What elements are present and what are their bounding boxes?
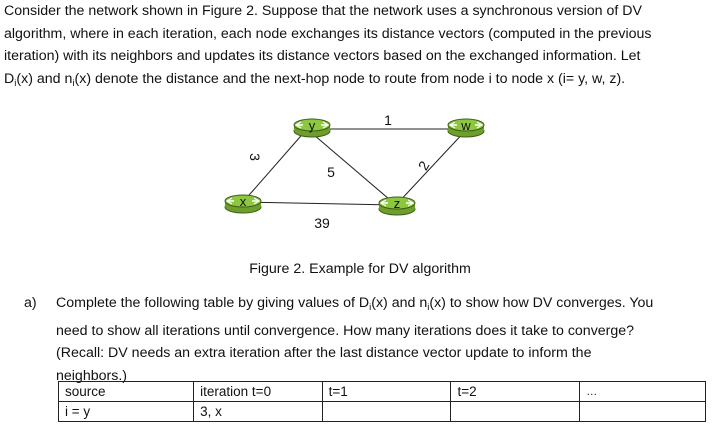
question-a: [24, 292, 694, 387]
cell-source: i = y: [59, 402, 194, 422]
header-iteration-0: iteration t=0: [194, 382, 322, 402]
node-label-y: y: [308, 118, 316, 133]
dv-table: [58, 381, 706, 422]
question-line-3: (Recall: DV needs an extra iteration after the last distance vector update to inform the: [56, 345, 592, 361]
q-line1-c: (x) to show how DV converges. You: [429, 295, 654, 311]
q-sub-i: i: [369, 302, 372, 313]
edge-x-z: [243, 202, 396, 205]
header-source: source: [59, 382, 194, 402]
intro-line-1: Consider the network shown in Figure 2. Suppose that the network uses a synchronous version of DV: [4, 3, 642, 19]
header-ellipsis: …: [580, 382, 706, 402]
intro-line-3: iteration) with its neighbors and updates its distance vectors based on the exchanged information. Let: [4, 48, 641, 64]
cell-t2: [451, 402, 580, 422]
node-label-w: w: [461, 118, 471, 133]
edge-label-xz: 39: [314, 215, 330, 231]
intro-sub-i-2: i: [72, 77, 75, 89]
table-row: [59, 402, 706, 422]
intro-sub-i: i: [14, 77, 17, 89]
intro-rest: (x) denote the distance and the next-hop node to route from node i to node x (i= y, w, z).: [74, 70, 626, 87]
question-marker: a): [24, 295, 37, 311]
edge-label-yw: 1: [384, 112, 392, 128]
q-line1-b: (x) and n: [371, 295, 428, 311]
edge-label-zw: 2: [414, 158, 433, 173]
edge-label-yz: 5: [327, 164, 335, 180]
header-t1: t=1: [322, 382, 451, 402]
q-line1-a: Complete the following table by giving values of D: [56, 295, 370, 311]
node-label-x: x: [239, 194, 247, 209]
node-label-z: z: [393, 196, 401, 211]
cell-t0: 3, x: [194, 402, 322, 422]
table-header-row: [59, 382, 706, 402]
question-line-4: neighbors.): [56, 367, 127, 384]
intro-d: D: [4, 70, 15, 87]
header-t2: t=2: [451, 382, 580, 402]
cell-more: [580, 402, 706, 422]
q-sub-i-2: i: [427, 302, 430, 313]
intro-and-n: (x) and n: [16, 70, 73, 87]
figure-caption: Figure 2. Example for DV algorithm: [249, 261, 471, 277]
question-line-2: need to show all iterations until convergence. How many iterations does it take to converge?: [56, 322, 635, 339]
edge-label-xy: 3: [247, 153, 263, 161]
edge-y-z: [307, 129, 396, 205]
edge-x-y: [243, 129, 307, 202]
cell-t1: [322, 402, 451, 422]
intro-line-2: algorithm, where in each iteration, each node exchanges its distance vectors (computed in the previous: [4, 25, 652, 42]
question-text: [56, 292, 694, 387]
question-line-1: [56, 292, 694, 320]
